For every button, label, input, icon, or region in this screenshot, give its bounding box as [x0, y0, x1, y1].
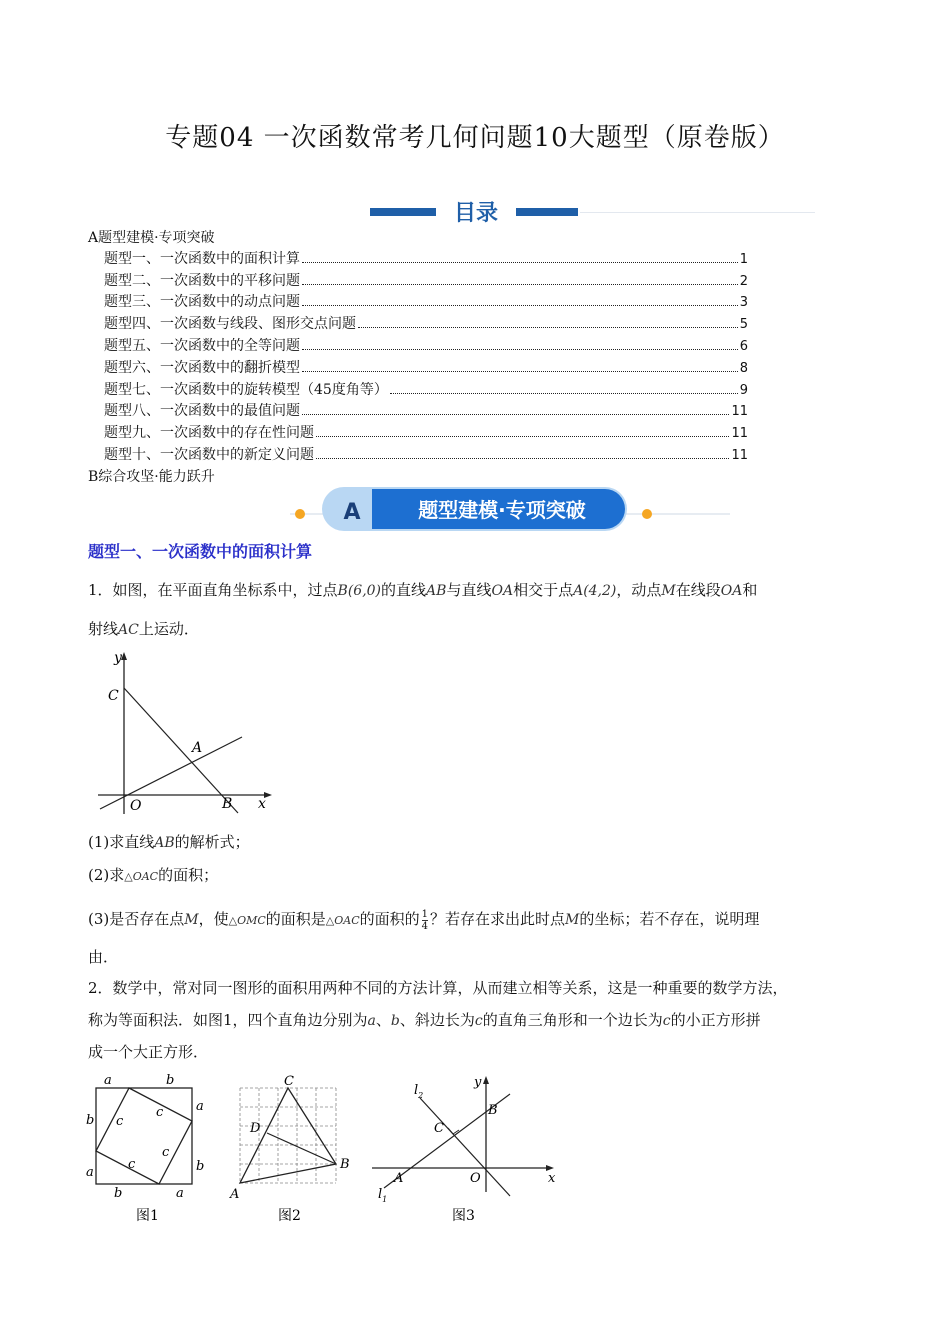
- toc-item-label: 题型二、一次函数中的平移问题: [104, 272, 300, 289]
- fraction-one-quarter: $\frac{1}{4}$: [421, 908, 429, 932]
- question-1-figure: [92, 648, 276, 816]
- toc-item-page: 8: [739, 360, 748, 376]
- toc-leader-dots: [316, 436, 729, 437]
- toc-heading-bar-right: [516, 208, 578, 216]
- question-1-part-3-cont: 由．: [88, 948, 119, 966]
- svg-text:C: C: [284, 1074, 294, 1089]
- figure-1-caption: 图1: [136, 1208, 159, 1224]
- toc-leader-dots: [302, 262, 738, 263]
- toc-item[interactable]: [88, 423, 748, 445]
- toc-leader-dots: [302, 414, 729, 415]
- table-of-contents: [88, 228, 748, 488]
- toc-item[interactable]: [88, 271, 748, 293]
- svg-text:l1: $l_1$: [378, 1187, 388, 1204]
- toc-item-page: 11: [731, 447, 748, 463]
- svg-text:c: c: [128, 1157, 136, 1172]
- toc-item[interactable]: [88, 380, 748, 402]
- banner-text: 题型建模·专项突破: [418, 498, 586, 522]
- point-label-c: C: [108, 688, 119, 704]
- figure-2: [228, 1072, 358, 1232]
- toc-item-label: 题型一、一次函数中的面积计算: [104, 250, 300, 267]
- toc-item-page: 6: [739, 338, 748, 354]
- svg-text:b: b: [86, 1113, 95, 1128]
- banner-letter: A: [343, 500, 361, 525]
- section-banner: [290, 485, 740, 533]
- svg-text:B: B: [488, 1103, 498, 1118]
- toc-item-page: 11: [731, 426, 748, 442]
- toc-item-label: 题型四、一次函数与线段、图形交点问题: [104, 316, 356, 333]
- question-2-line-2: 称为等面积法．如图1，四个直角边分别为a、b、斜边长为c的直角三角形和一个边长为c的小正方形拼: [88, 1011, 761, 1029]
- point-label-b: B: [222, 796, 233, 812]
- toc-leader-dots: [302, 371, 738, 372]
- question-1-line-1: 1．如图，在平面直角坐标系中，过点B(6,0)的直线AB与直线OA相交于点A(4,2)，动点M在线段OA和: [88, 581, 758, 599]
- svg-text:a: a: [86, 1165, 94, 1180]
- toc-heading: [370, 196, 580, 230]
- toc-item[interactable]: [88, 292, 748, 314]
- toc-leader-dots: [390, 393, 738, 394]
- banner-dot-right: [642, 509, 652, 519]
- toc-divider: [580, 212, 815, 213]
- toc-item[interactable]: [88, 314, 748, 336]
- figure-1: [84, 1072, 212, 1232]
- question-1-part-2: (2)求△OAC的面积；: [88, 866, 219, 884]
- toc-leader-dots: [302, 349, 738, 350]
- toc-leader-dots: [358, 327, 738, 328]
- svg-text:y: y: [474, 1075, 482, 1090]
- toc-leader-dots: [316, 458, 729, 459]
- figure-3: [368, 1070, 558, 1232]
- toc-item-page: 3: [739, 295, 748, 311]
- svg-text:b: b: [196, 1159, 205, 1174]
- question-1-part-1: (1)求直线AB的解析式；: [88, 833, 250, 851]
- toc-item-page: 9: [739, 382, 748, 398]
- svg-text:D: D: [250, 1121, 261, 1136]
- toc-item[interactable]: [88, 445, 748, 467]
- question-2-line-3: 成一个大正方形．: [88, 1043, 209, 1061]
- point-label-a: A: [192, 740, 203, 756]
- toc-item-label: 题型六、一次函数中的翻折模型: [104, 359, 300, 376]
- toc-item-page: 5: [739, 317, 748, 333]
- svg-text:A: A: [230, 1187, 240, 1202]
- toc-item[interactable]: [88, 358, 748, 380]
- question-2-line-1: 2．数学中，常对同一图形的面积用两种不同的方法计算，从而建立相等关系，这是一种重要的数学方法，: [88, 979, 788, 997]
- toc-part-b[interactable]: B综合攻坚·能力跃升: [88, 468, 215, 485]
- banner-dot-left: [295, 509, 305, 519]
- svg-text:B: B: [340, 1157, 350, 1172]
- toc-item[interactable]: [88, 249, 748, 271]
- svg-text:l2: $l_2$: [414, 1083, 424, 1100]
- axis-label-y: y: [114, 650, 122, 666]
- svg-text:b: b: [114, 1186, 123, 1201]
- toc-item-page: 2: [739, 273, 748, 289]
- section-title: 题型一、一次函数中的面积计算: [88, 542, 313, 561]
- toc-item-page: 11: [731, 404, 748, 420]
- axis-label-x: x: [258, 796, 266, 812]
- question-1-part-3: (3)是否存在点M，使△OMC的面积是△OAC的面积的 $\frac{1}{4}$ ？若存在求出此时点M的坐标；若不存在，说明理: [88, 908, 760, 932]
- toc-item-label: 题型十、一次函数中的新定义问题: [104, 446, 314, 463]
- toc-item-label: 题型五、一次函数中的全等问题: [104, 337, 300, 354]
- toc-leader-dots: [302, 305, 738, 306]
- svg-text:C: C: [434, 1121, 444, 1136]
- svg-text:a: a: [104, 1073, 112, 1088]
- svg-text:A: A: [394, 1171, 404, 1186]
- svg-text:c: c: [162, 1145, 170, 1160]
- toc-leader-dots: [302, 284, 738, 285]
- toc-item-page: 1: [739, 251, 748, 267]
- svg-text:c: c: [156, 1105, 164, 1120]
- svg-text:c: c: [116, 1114, 124, 1129]
- toc-heading-bar-left: [370, 208, 436, 216]
- question-1-line-2: 射线AC上运动．: [88, 620, 199, 638]
- svg-text:O: O: [470, 1171, 481, 1186]
- svg-text:a: a: [176, 1186, 184, 1201]
- toc-heading-text: 目录: [453, 201, 498, 226]
- toc-item-label: 题型七、一次函数中的旋转模型（45度角等）: [104, 381, 388, 398]
- toc-item[interactable]: [88, 401, 748, 423]
- toc-item-label: 题型九、一次函数中的存在性问题: [104, 425, 314, 442]
- toc-item-label: 题型三、一次函数中的动点问题: [104, 294, 300, 311]
- toc-item[interactable]: [88, 336, 748, 358]
- document-title: 专题04 一次函数常考几何问题10大题型（原卷版）: [165, 123, 785, 153]
- toc-item-label: 题型八、一次函数中的最值问题: [104, 403, 300, 420]
- toc-part-a[interactable]: A题型建模·专项突破: [88, 230, 215, 246]
- svg-text:b: b: [166, 1073, 175, 1088]
- figure-3-caption: 图3: [452, 1208, 475, 1224]
- point-label-o: O: [130, 798, 142, 814]
- figure-2-caption: 图2: [278, 1208, 301, 1224]
- svg-text:x: x: [548, 1171, 556, 1186]
- svg-text:a: a: [196, 1099, 204, 1114]
